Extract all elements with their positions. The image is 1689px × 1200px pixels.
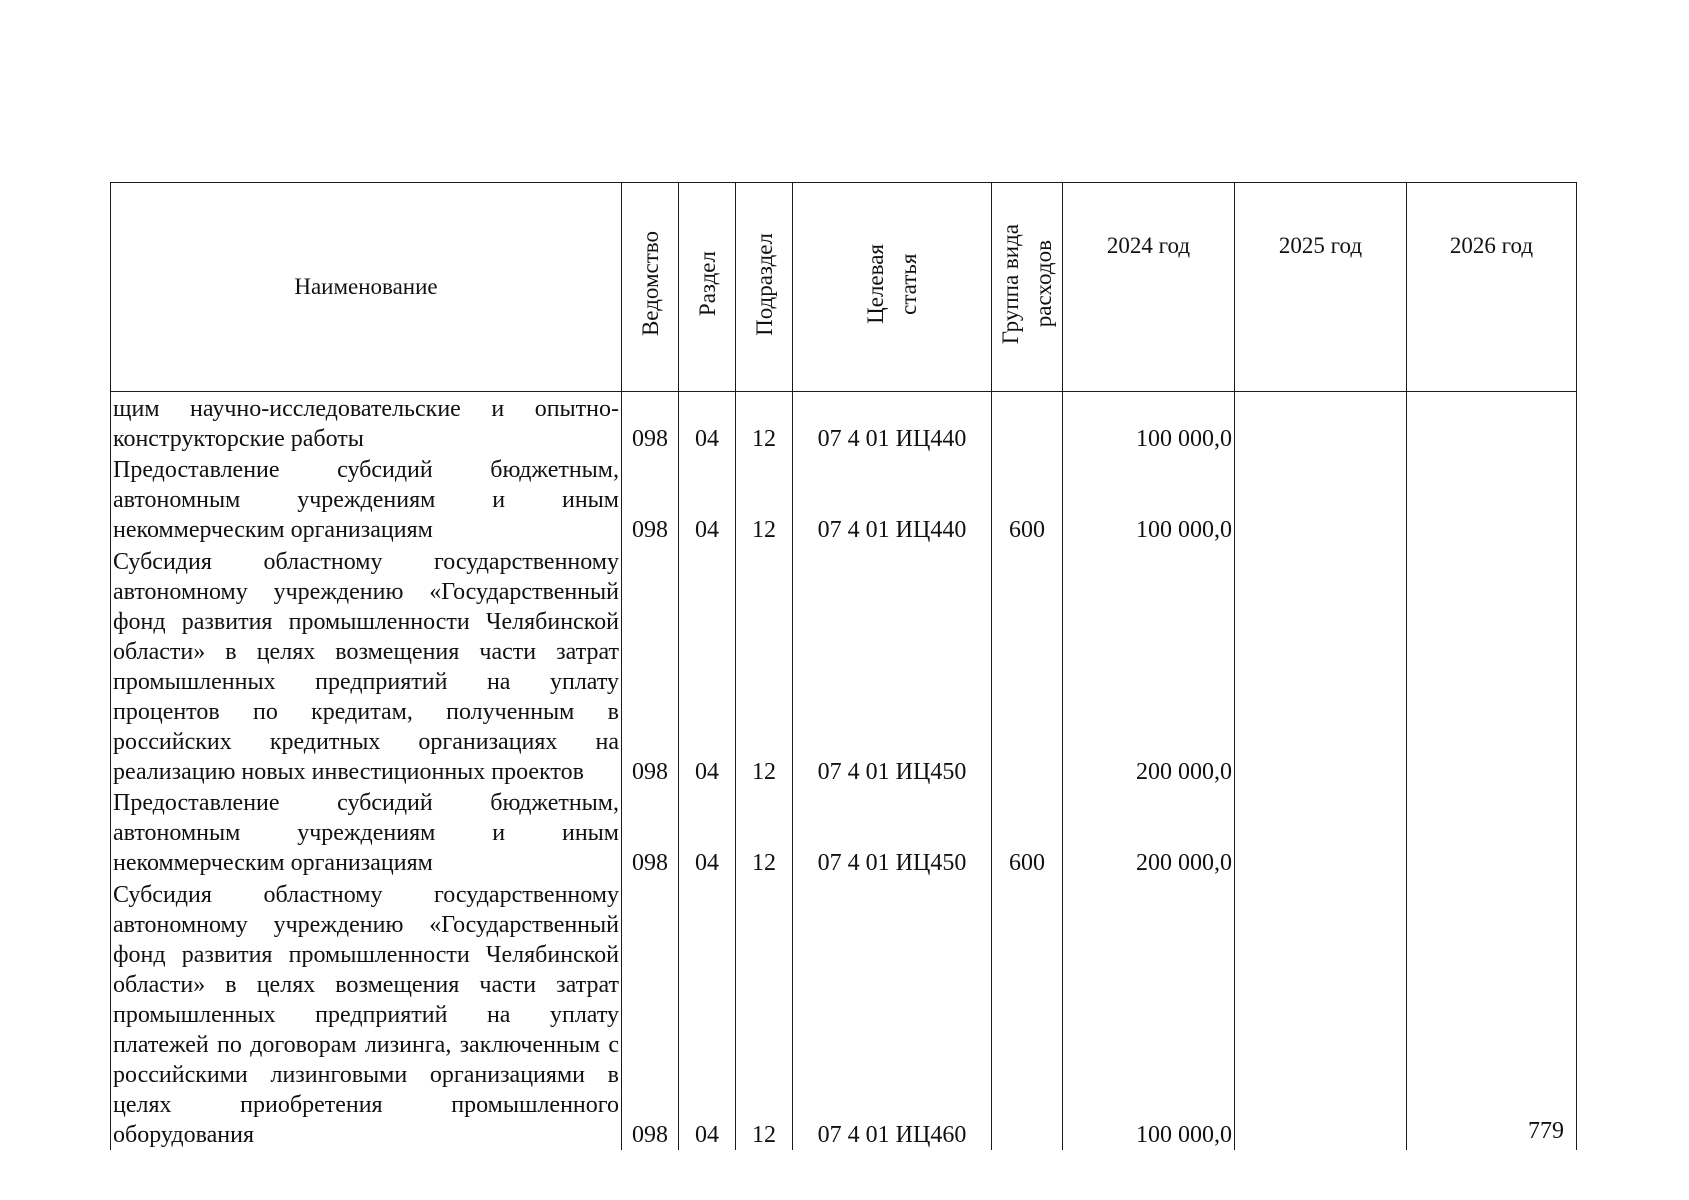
row-target-article: 07 4 01 ИЦ450 xyxy=(793,787,992,878)
row-2024: 100 000,0 xyxy=(1063,392,1235,454)
row-ministry: 098 xyxy=(622,545,679,787)
row-ministry: 098 xyxy=(622,392,679,454)
header-name: Наименование xyxy=(111,183,622,392)
row-2026 xyxy=(1407,392,1577,454)
row-2024: 200 000,0 xyxy=(1063,787,1235,878)
header-section: Раздел xyxy=(679,183,736,392)
header-2025: 2025 год xyxy=(1235,183,1407,392)
page-number: 779 xyxy=(1528,1118,1564,1144)
row-name: Субсидия областному государственному автономному учреждению «Государственный фонд развития промышленности Челябинской области» в целях возмещения части затрат промышленных предприятий на уплату платежей по договорам лизинга, заключенным с российскими лизинговыми организациями в целях приобретения промышленного оборудования xyxy=(111,878,622,1150)
row-2024: 100 000,0 xyxy=(1063,878,1235,1150)
row-subsection: 12 xyxy=(736,878,793,1150)
row-2026 xyxy=(1407,787,1577,878)
header-2026: 2026 год xyxy=(1407,183,1577,392)
row-expense-group xyxy=(992,392,1063,454)
row-2025 xyxy=(1235,545,1407,787)
row-name: щим научно-исследовательские и опытно-конструкторские работы xyxy=(111,392,622,454)
table-row xyxy=(111,545,1577,787)
header-ministry: Ведомство xyxy=(622,183,679,392)
table-row xyxy=(111,392,1577,454)
row-2025 xyxy=(1235,878,1407,1150)
row-section: 04 xyxy=(679,392,736,454)
row-2026 xyxy=(1407,545,1577,787)
row-subsection: 12 xyxy=(736,392,793,454)
row-2026 xyxy=(1407,454,1577,545)
row-expense-group: 600 xyxy=(992,787,1063,878)
row-section: 04 xyxy=(679,878,736,1150)
row-name: Предоставление субсидий бюджетным, автономным учреждениям и иным некоммерческим организациям xyxy=(111,454,622,545)
row-expense-group xyxy=(992,545,1063,787)
header-2024: 2024 год xyxy=(1063,183,1235,392)
row-target-article: 07 4 01 ИЦ450 xyxy=(793,545,992,787)
row-ministry: 098 xyxy=(622,787,679,878)
budget-table xyxy=(110,182,1577,1150)
row-name: Субсидия областному государственному автономному учреждению «Государственный фонд развития промышленности Челябинской области» в целях возмещения части затрат промышленных предприятий на уплату процентов по кредитам, полученным в российских кредитных организациях на реализацию новых инвестиционных проектов xyxy=(111,545,622,787)
header-expense-group: Группа вида расходов xyxy=(992,183,1063,392)
row-2025 xyxy=(1235,392,1407,454)
row-ministry: 098 xyxy=(622,878,679,1150)
row-2024: 100 000,0 xyxy=(1063,454,1235,545)
table-row xyxy=(111,454,1577,545)
row-subsection: 12 xyxy=(736,454,793,545)
table-row xyxy=(111,878,1577,1150)
table-row xyxy=(111,787,1577,878)
row-target-article: 07 4 01 ИЦ460 xyxy=(793,878,992,1150)
row-2026 xyxy=(1407,878,1577,1150)
row-target-article: 07 4 01 ИЦ440 xyxy=(793,392,992,454)
row-subsection: 12 xyxy=(736,545,793,787)
row-name: Предоставление субсидий бюджетным, автономным учреждениям и иным некоммерческим организациям xyxy=(111,787,622,878)
row-2025 xyxy=(1235,454,1407,545)
header-row xyxy=(111,183,1577,392)
row-target-article: 07 4 01 ИЦ440 xyxy=(793,454,992,545)
header-target-article: Целевая статья xyxy=(793,183,992,392)
row-section: 04 xyxy=(679,454,736,545)
row-expense-group xyxy=(992,878,1063,1150)
row-subsection: 12 xyxy=(736,787,793,878)
header-subsection: Подраздел xyxy=(736,183,793,392)
row-2025 xyxy=(1235,787,1407,878)
row-2024: 200 000,0 xyxy=(1063,545,1235,787)
row-ministry: 098 xyxy=(622,454,679,545)
row-expense-group: 600 xyxy=(992,454,1063,545)
row-section: 04 xyxy=(679,545,736,787)
row-section: 04 xyxy=(679,787,736,878)
